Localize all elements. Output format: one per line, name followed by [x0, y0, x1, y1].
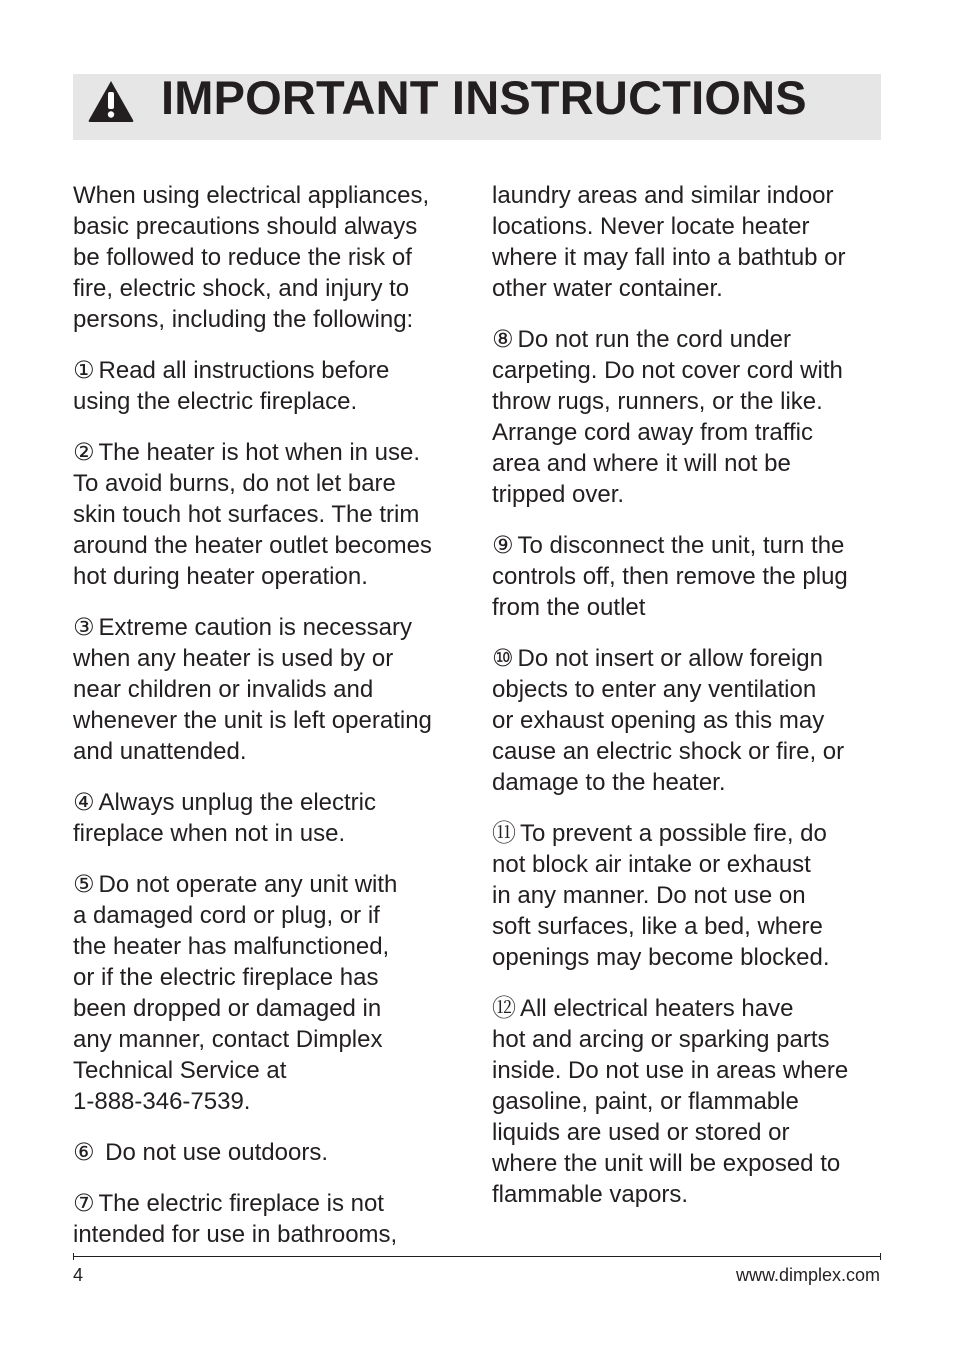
instruction-number: ⑫ — [492, 995, 516, 1022]
instruction-3 — [73, 612, 473, 767]
instruction-5 — [73, 869, 473, 1117]
instruction-text: The electric fireplace is not intended for use in bathrooms, — [73, 1190, 398, 1248]
instruction-1 — [73, 355, 473, 417]
warning-icon — [87, 79, 135, 123]
instruction-number: ⑪ — [492, 820, 516, 847]
instruction-text: Extreme caution is necessary when any heater is used by or near children or invalids and whenever the unit is left operating and unattended. — [73, 614, 432, 765]
instruction-number: ⑩ — [492, 645, 514, 672]
instruction-7 — [73, 1188, 473, 1250]
right-column — [492, 180, 888, 1230]
instruction-9 — [492, 530, 888, 623]
instruction-12 — [492, 993, 888, 1210]
instruction-number: ③ — [73, 614, 95, 641]
intro-paragraph: When using electrical appliances, basic precautions should always be followed to reduce the risk of fire, electric shock, and injury to persons, including the following: — [73, 182, 430, 333]
instruction-7-continued: laundry areas and similar indoor locations. Never locate heater where it may fall into a bathtub or other water container. — [492, 182, 846, 302]
instruction-text: Read all instructions before using the electric fireplace. — [73, 357, 390, 415]
page-number: 4 — [73, 1265, 84, 1285]
instruction-2 — [73, 437, 473, 592]
instruction-number: ⑧ — [492, 326, 514, 353]
instruction-number: ⑨ — [492, 532, 514, 559]
website-url: www.dimplex.com — [735, 1265, 880, 1285]
instruction-text: Do not operate any unit with a damaged cord or plug, or if the heater has malfunctioned, or if the electric fireplace has been dropped or damaged in any manner, contact Dimplex Technical Service at 1-888-346-7539. — [73, 871, 398, 1115]
instruction-number: ② — [73, 439, 95, 466]
instruction-text: All electrical heaters have hot and arcing or sparking parts inside. Do not use in areas where gasoline, paint, or flammable liquids are used or stored or where the unit will be exposed to flammable vapors. — [492, 995, 849, 1208]
instruction-4 — [73, 787, 473, 849]
footer-rule-end — [880, 1253, 881, 1260]
instruction-text: Do not use outdoors. — [98, 1139, 328, 1166]
instruction-text: To prevent a possible fire, do not block air intake or exhaust in any manner. Do not use on soft surfaces, like a bed, where openings may become blocked. — [492, 820, 830, 971]
instruction-number: ④ — [73, 789, 95, 816]
header-bar — [73, 71, 881, 140]
instruction-10 — [492, 643, 888, 798]
page-title: IMPORTANT INSTRUCTIONS — [161, 71, 807, 124]
instruction-8 — [492, 324, 888, 510]
instruction-text: The heater is hot when in use. To avoid burns, do not let bare skin touch hot surfaces. The trim around the heater outlet becomes hot during heater operation. — [73, 439, 432, 590]
left-column — [73, 180, 473, 1270]
instruction-text: Do not insert or allow foreign objects to enter any ventilation or exhaust opening as this may cause an electric shock or fire, or damage to the heater. — [492, 645, 845, 796]
instruction-number: ① — [73, 357, 95, 384]
instruction-text: Do not run the cord under carpeting. Do not cover cord with throw rugs, runners, or the like. Arrange cord away from traffic area and where it will not be tripped over. — [492, 326, 843, 508]
instruction-number: ⑥ — [73, 1139, 95, 1166]
instruction-text: Always unplug the electric fireplace when not in use. — [73, 789, 376, 847]
instruction-6 — [73, 1137, 473, 1168]
footer-rule — [73, 1256, 881, 1257]
instruction-number: ⑦ — [73, 1190, 95, 1217]
instruction-number: ⑤ — [73, 871, 95, 898]
instruction-text: To disconnect the unit, turn the controls off, then remove the plug from the outlet — [492, 532, 848, 621]
instruction-11 — [492, 818, 888, 973]
